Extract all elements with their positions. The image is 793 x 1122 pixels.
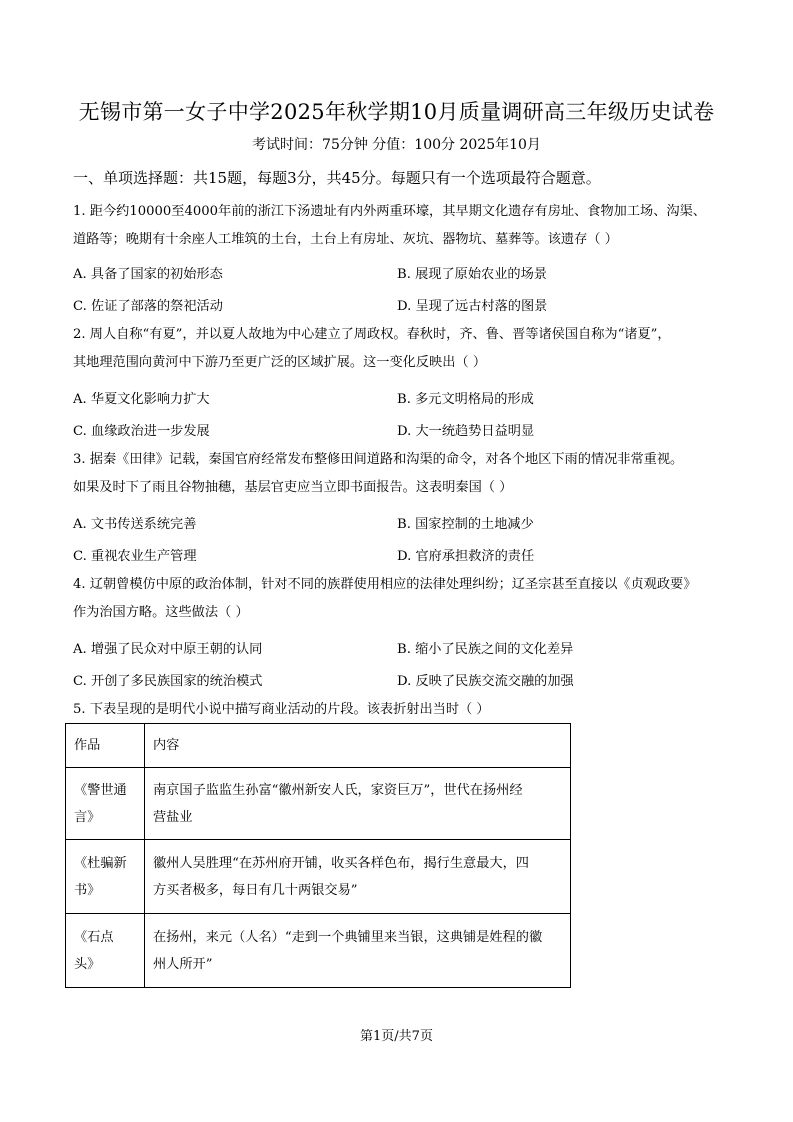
option-4b[interactable]: B. 缩小了民族之间的文化差异 <box>397 642 574 657</box>
option-2c[interactable]: C. 血缘政治进一步发展 <box>73 424 210 439</box>
option-3b[interactable]: B. 国家控制的土地减少 <box>397 517 534 532</box>
option-4d[interactable]: D. 反映了民族交流交融的加强 <box>397 674 574 689</box>
table-header-content: 内容 <box>145 724 571 768</box>
question-5-line-1: 5. 下表呈现的是明代小说中描写商业活动的片段。该表折射出当时（ ） <box>73 702 490 717</box>
option-1c[interactable]: C. 佐证了部落的祭祀活动 <box>73 299 223 314</box>
question-2-line-1: 2. 周人自称“有夏”，并以夏人故地为中心建立了周政权。春秋时，齐、鲁、晋等诸侯国自称为“诸夏”， <box>73 327 671 342</box>
table-cell-content: 南京国子监监生孙富“徽州新安人氏，家资巨万”，世代在扬州经 营盐业 <box>145 768 571 840</box>
question-3-line-1: 3. 据秦《田律》记载，秦国官府经常发布整修田间道路和沟渠的命令，对各个地区下雨的情况非常重视。 <box>73 452 684 467</box>
question-4-line-1: 4. 辽朝曾模仿中原的政治体制，针对不同的族群使用相应的法律处理纠纷；辽圣宗甚至直接以《贞观政要》 <box>73 577 697 592</box>
exam-subtitle: 考试时间：75分钟 分值：100分 2025年10月 <box>252 137 541 153</box>
option-3c[interactable]: C. 重视农业生产管理 <box>73 549 197 564</box>
option-4a[interactable]: A. 增强了民众对中原王朝的认同 <box>73 642 263 657</box>
option-3a[interactable]: A. 文书传送系统完善 <box>73 517 197 532</box>
section-heading: 一、单项选择题：共15题，每题3分，共45分。每题只有一个选项最符合题意。 <box>73 169 601 187</box>
table-cell-content: 徽州人吴胜理“在苏州府开铺，收买各样色布，揭行生意最大，四 方买者极多，每日有几十两银交易” <box>145 840 571 914</box>
table-header-work: 作品 <box>66 724 145 768</box>
question-4 <box>73 571 696 627</box>
option-4c[interactable]: C. 开创了多民族国家的统治模式 <box>73 674 263 689</box>
question-2 <box>73 321 671 377</box>
table-cell-content: 在扬州，来元（人名）“走到一个典铺里来当银，这典铺是姓程的徽 州人所开” <box>145 914 571 988</box>
merchant-table <box>65 723 571 988</box>
question-3-line-2: 如果及时下了雨且谷物抽穗，基层官吏应当立即书面报告。这表明秦国（ ） <box>73 480 513 495</box>
exam-title: 无锡市第一女子中学2025年秋学期10月质量调研高三年级历史试卷 <box>78 100 715 124</box>
page-number: 第1页/共7页 <box>360 1029 433 1044</box>
table-cell-work: 《石点 头》 <box>66 914 145 988</box>
question-2-line-2: 其地理范围向黄河中下游乃至更广泛的区域扩展。这一变化反映出（ ） <box>73 355 487 370</box>
question-1-line-2: 道路等；晚期有十余座人工堆筑的土台，土台上有房址、灰坑、器物坑、墓葬等。该遗存（ ） <box>73 232 618 247</box>
question-3 <box>73 446 683 502</box>
option-1d[interactable]: D. 呈现了远古村落的图景 <box>397 299 548 314</box>
question-1-line-1: 1. 距今约10000至4000年前的浙江下汤遗址有内外两重环壕，其早期文化遗存有房址、食物加工场、沟渠、 <box>73 204 706 219</box>
table-row <box>66 768 571 840</box>
question-1 <box>73 198 706 254</box>
table-header-row <box>66 724 571 768</box>
option-3d[interactable]: D. 官府承担救济的责任 <box>397 549 535 564</box>
table-cell-work: 《警世通 言》 <box>66 768 145 840</box>
question-5 <box>73 696 490 724</box>
question-4-line-2: 作为治国方略。这些做法（ ） <box>73 605 249 620</box>
option-2a[interactable]: A. 华夏文化影响力扩大 <box>73 392 210 407</box>
table-row <box>66 914 571 988</box>
option-1a[interactable]: A. 具备了国家的初始形态 <box>73 267 223 282</box>
option-1b[interactable]: B. 展现了原始农业的场景 <box>397 267 547 282</box>
table-cell-work: 《杜骗新 书》 <box>66 840 145 914</box>
option-2b[interactable]: B. 多元文明格局的形成 <box>397 392 534 407</box>
option-2d[interactable]: D. 大一统趋势日益明显 <box>397 424 535 439</box>
table-row <box>66 840 571 914</box>
